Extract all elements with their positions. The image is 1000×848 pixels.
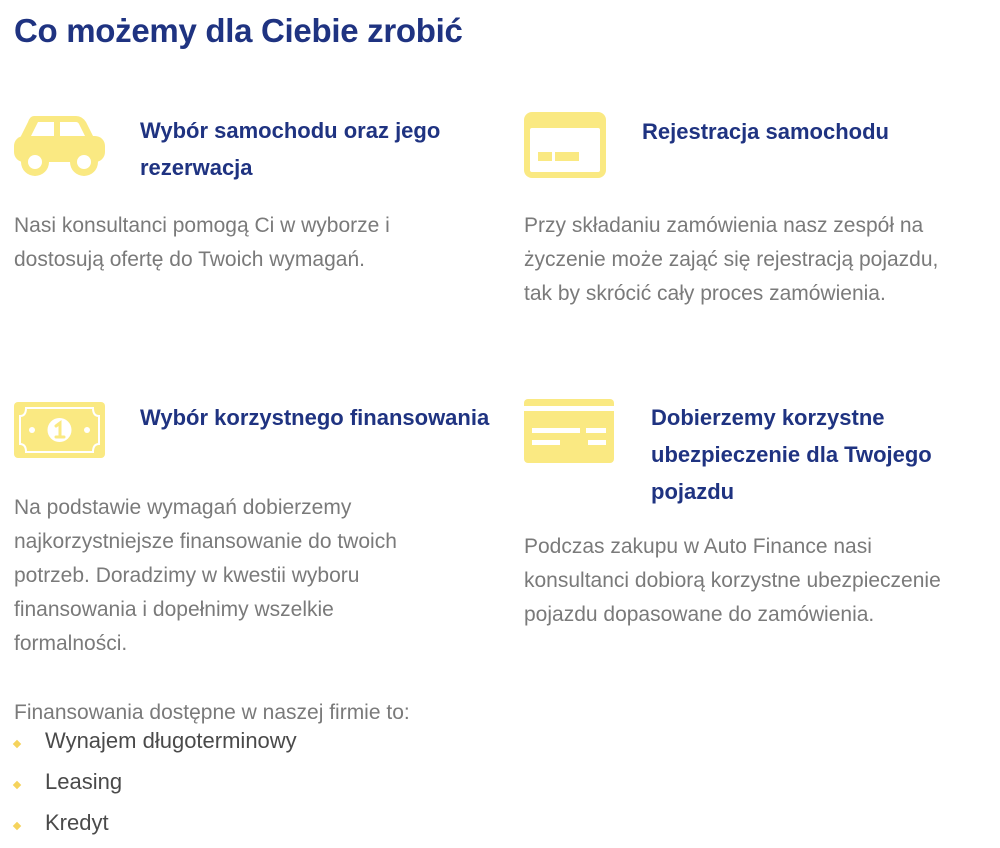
registration-card-icon (524, 112, 606, 183)
feature-heading-line: Wybór samochodu oraz jego (140, 118, 441, 143)
list-item (14, 806, 297, 847)
feature-heading-line: rezerwacja (140, 155, 253, 180)
description-line: Na podstawie wymagań dobierzemy (14, 496, 352, 519)
description-line: Przy składaniu zamówienia nasz zespół na (524, 214, 924, 237)
feature-heading-line: pojazdu (651, 479, 735, 504)
description-line: formalności. (14, 632, 128, 655)
description-line: konsultanci dobiorą korzystne ubezpieczenie (524, 569, 941, 592)
finance-options-list (14, 724, 297, 847)
feature-heading-line: Dobierzemy korzystne (651, 405, 885, 430)
feature-description (524, 209, 994, 311)
list-item (14, 724, 297, 765)
feature-description (14, 209, 454, 277)
banknote-icon (14, 402, 105, 463)
description-line: Podczas zakupu w Auto Finance nasi (524, 535, 872, 558)
feature-heading (651, 399, 981, 510)
feature-heading-line: ubezpieczenie dla Twojego (651, 442, 932, 467)
feature-description (14, 491, 454, 661)
feature-heading (140, 112, 480, 186)
diamond-bullet-icon (13, 740, 21, 748)
description-line: finansowania i dopełnimy wszelkie (14, 598, 334, 621)
diamond-bullet-icon (13, 822, 21, 830)
list-item (14, 765, 297, 806)
feature-description (524, 530, 994, 632)
insurance-card-icon (524, 399, 614, 468)
list-item-label: Wynajem długoterminowy (45, 728, 297, 753)
diamond-bullet-icon (13, 781, 21, 789)
list-item-label: Leasing (45, 769, 123, 794)
finance-options-intro: Finansowania dostępne w naszej firmie to: (14, 701, 410, 724)
description-line: tak by skrócić cały proces zamówienia. (524, 282, 886, 305)
description-line: Nasi konsultanci pomogą Ci w wyborze i (14, 214, 390, 237)
feature-heading: Rejestracja samochodu (642, 119, 889, 144)
list-item-label: Kredyt (45, 810, 109, 835)
description-line: pojazdu dopasowane do zamówienia. (524, 603, 875, 626)
page-title: Co możemy dla Ciebie zrobić (14, 12, 463, 49)
description-line: życzenie może zająć się rejestracją pojazdu, (524, 248, 939, 271)
description-line: potrzeb. Doradzimy w kwestii wyboru (14, 564, 360, 587)
description-line: najkorzystniejsze finansowanie do twoich (14, 530, 397, 553)
car-icon (14, 112, 106, 183)
description-line: dostosują ofertę do Twoich wymagań. (14, 248, 365, 271)
feature-heading: Wybór korzystnego finansowania (140, 405, 490, 430)
